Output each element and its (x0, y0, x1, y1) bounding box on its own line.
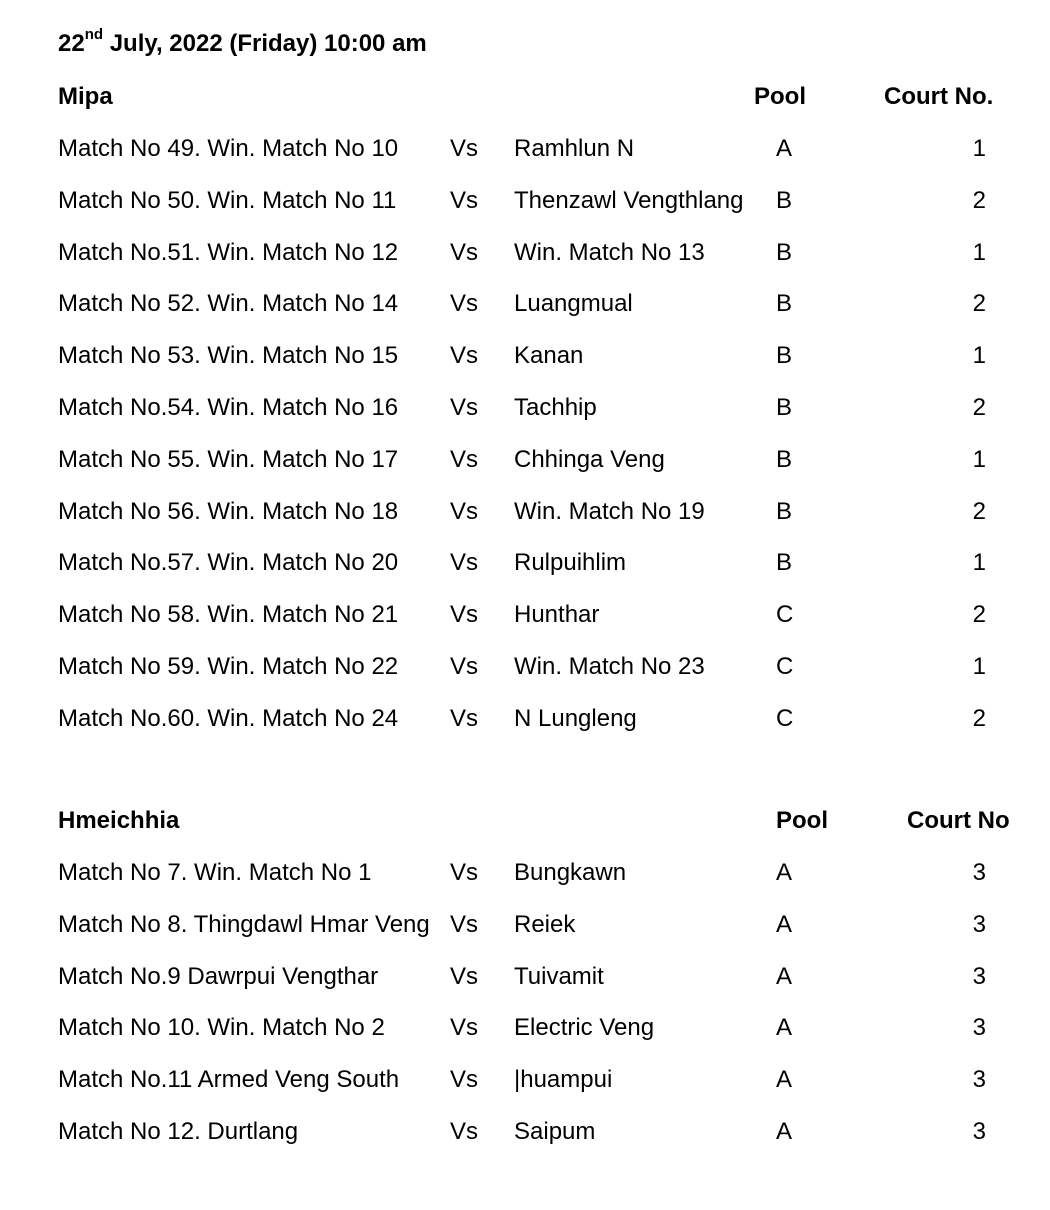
match-name: Match No 10. Win. Match No 2 (58, 1014, 385, 1042)
match-name: Match No.60. Win. Match No 24 (58, 704, 399, 732)
match-row (0, 704, 1050, 734)
court-number: 3 (972, 1066, 986, 1094)
match-row (0, 393, 1050, 423)
match-row (0, 858, 1050, 888)
vs-label: Vs (450, 549, 479, 577)
pool-value: A (776, 135, 793, 162)
section-header (0, 82, 1050, 112)
court-number: 2 (972, 497, 986, 525)
opponent-name: Tuivamit (514, 962, 604, 990)
pool-value: B (776, 394, 793, 421)
opponent-name: Ramhlun N (514, 135, 635, 162)
court-number: 1 (972, 445, 986, 473)
match-row (0, 1013, 1050, 1043)
match-name: Match No 7. Win. Match No 1 (58, 859, 372, 886)
pool-value: C (776, 601, 794, 629)
vs-label: Vs (450, 497, 479, 525)
opponent-name: Chhinga Veng (514, 445, 665, 473)
pool-value: A (776, 910, 793, 938)
pool-value: A (776, 962, 793, 990)
match-name: Match No.57. Win. Match No 20 (58, 549, 399, 577)
match-name: Match No 49. Win. Match No 10 (58, 135, 399, 162)
pool-value: B (776, 549, 793, 577)
court-number: 2 (972, 704, 986, 732)
court-number: 3 (972, 1014, 986, 1042)
pool-column-header: Pool (776, 807, 828, 834)
vs-label: Vs (450, 135, 479, 162)
vs-label: Vs (450, 601, 479, 629)
match-name: Match No.9 Dawrpui Vengthar (58, 962, 379, 990)
vs-label: Vs (450, 1118, 479, 1145)
vs-label: Vs (450, 962, 479, 990)
pool-value: A (776, 859, 793, 886)
pool-value: A (776, 1066, 793, 1094)
section-title: Hmeichhia (58, 807, 180, 834)
opponent-name: Bungkawn (514, 859, 627, 886)
match-name: Match No 53. Win. Match No 15 (58, 342, 399, 370)
match-row (0, 238, 1050, 268)
vs-label: Vs (450, 653, 479, 680)
date-suffix: nd (84, 26, 104, 43)
match-name: Match No.54. Win. Match No 16 (58, 394, 399, 421)
pool-value: C (776, 653, 794, 680)
pool-value: A (776, 1118, 793, 1145)
date-heading (58, 26, 427, 58)
opponent-name: Win. Match No 19 (514, 497, 705, 525)
vs-label: Vs (450, 342, 479, 370)
opponent-name: Tachhip (514, 394, 597, 421)
vs-label: Vs (450, 238, 479, 266)
match-name: Match No.51. Win. Match No 12 (58, 238, 399, 266)
date-rest: July, 2022 (Friday) 10:00 am (103, 30, 427, 57)
vs-label: Vs (450, 394, 479, 421)
pool-value: C (776, 704, 794, 732)
opponent-name: Rulpuihlim (514, 549, 627, 577)
vs-label: Vs (450, 1066, 479, 1094)
vs-label: Vs (450, 910, 479, 938)
pool-value: B (776, 497, 793, 525)
opponent-name: N Lungleng (514, 704, 637, 732)
court-number: 2 (972, 601, 986, 629)
match-name: Match No 50. Win. Match No 11 (58, 186, 397, 214)
pool-value: B (776, 445, 793, 473)
court-number: 2 (972, 290, 986, 318)
match-name: Match No 58. Win. Match No 21 (58, 601, 399, 629)
pool-value: B (776, 238, 793, 266)
opponent-name: Saipum (514, 1118, 596, 1145)
pool-column-header: Pool (754, 83, 806, 110)
opponent-name: Reiek (514, 910, 576, 938)
match-row (0, 1117, 1050, 1147)
match-row (0, 134, 1050, 164)
court-number: 3 (972, 859, 986, 886)
section-header (0, 806, 1050, 836)
match-row (0, 497, 1050, 527)
pool-value: B (776, 290, 793, 318)
date-day: 22 (58, 30, 85, 57)
vs-label: Vs (450, 445, 479, 473)
court-number: 1 (972, 238, 986, 266)
opponent-name: Win. Match No 23 (514, 653, 705, 680)
match-name: Match No 59. Win. Match No 22 (58, 653, 399, 680)
pool-value: A (776, 1014, 793, 1042)
court-number: 1 (972, 135, 986, 162)
match-name: Match No 56. Win. Match No 18 (58, 497, 399, 525)
opponent-name: Hunthar (514, 601, 600, 629)
court-column-header: Court No. (884, 83, 994, 110)
pool-value: B (776, 342, 793, 370)
match-row (0, 548, 1050, 578)
match-name: Match No 52. Win. Match No 14 (58, 290, 399, 318)
vs-label: Vs (450, 1014, 479, 1042)
court-number: 3 (972, 910, 986, 938)
match-name: Match No.11 Armed Veng South (58, 1066, 400, 1094)
section-title: Mipa (58, 83, 113, 110)
vs-label: Vs (450, 704, 479, 732)
court-number: 1 (972, 549, 986, 577)
match-row (0, 341, 1050, 371)
match-row (0, 186, 1050, 216)
match-name: Match No 12. Durtlang (58, 1118, 299, 1145)
pool-value: B (776, 186, 793, 214)
court-number: 3 (972, 1118, 986, 1145)
match-row (0, 652, 1050, 682)
court-column-header: Court No (907, 807, 1010, 834)
court-number: 2 (972, 394, 986, 421)
court-number: 1 (972, 342, 986, 370)
court-number: 2 (972, 186, 986, 214)
opponent-name: Electric Veng (514, 1014, 655, 1042)
opponent-name: |huampui (514, 1066, 613, 1094)
court-number: 3 (972, 962, 986, 990)
match-name: Match No 8. Thingdawl Hmar Veng (58, 910, 430, 938)
match-row (0, 600, 1050, 630)
vs-label: Vs (450, 290, 479, 318)
opponent-name: Luangmual (514, 290, 633, 318)
match-row (0, 962, 1050, 992)
match-row (0, 1065, 1050, 1095)
vs-label: Vs (450, 186, 479, 214)
vs-label: Vs (450, 859, 479, 886)
match-row (0, 289, 1050, 319)
court-number: 1 (972, 653, 986, 680)
match-row (0, 445, 1050, 475)
match-name: Match No 55. Win. Match No 17 (58, 445, 399, 473)
opponent-name: Thenzawl Vengthlang (514, 186, 744, 214)
match-row (0, 910, 1050, 940)
opponent-name: Kanan (514, 342, 584, 370)
opponent-name: Win. Match No 13 (514, 238, 705, 266)
